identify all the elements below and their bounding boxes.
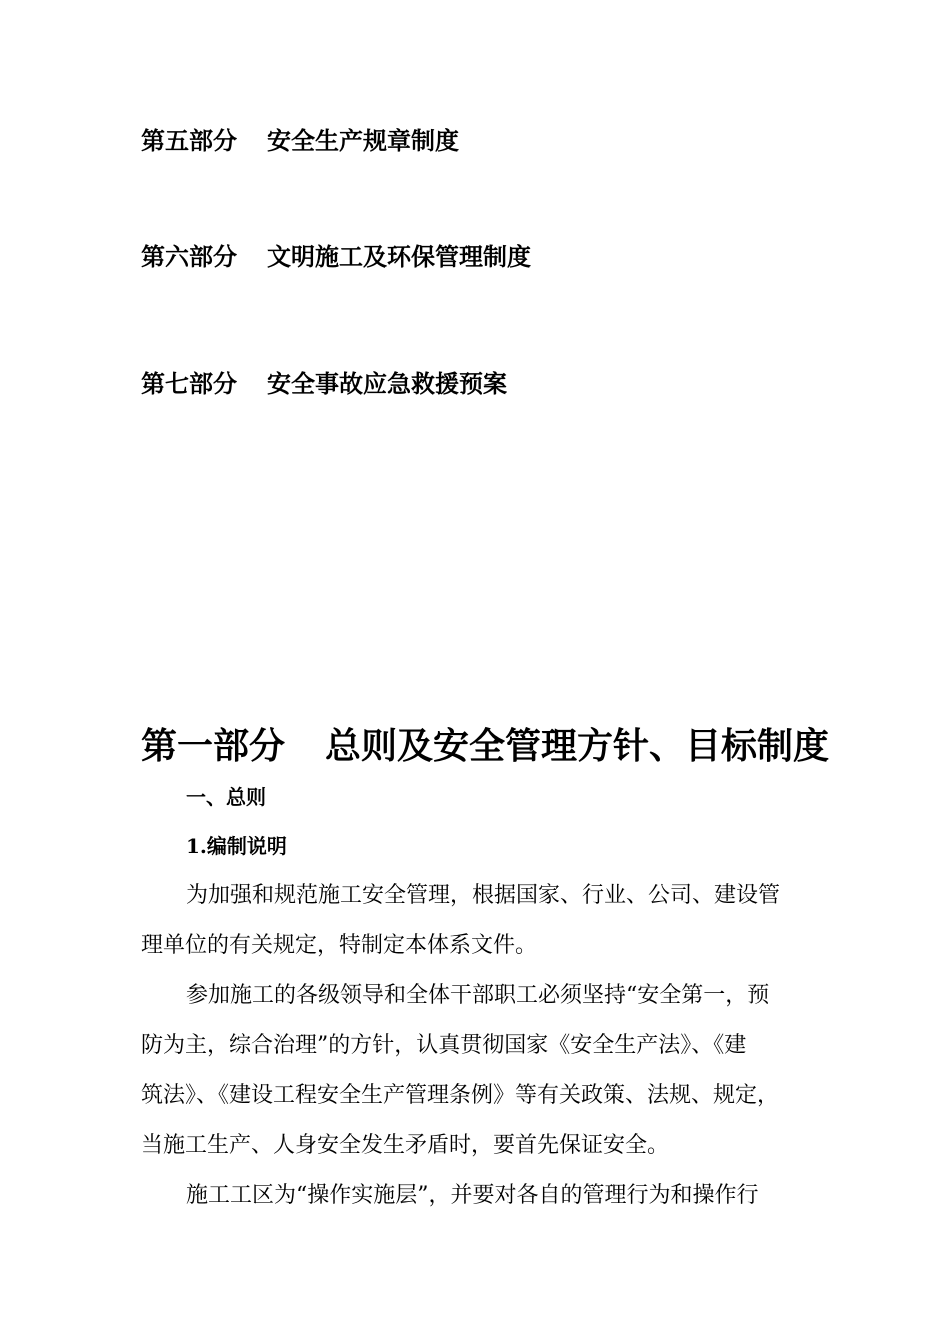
- part-number: 第一部分: [141, 725, 286, 767]
- paragraph-line: 当施工生产、人身安全发生矛盾时，要首先保证安全。: [141, 1133, 670, 1158]
- toc-entry-part6: [141, 242, 531, 271]
- toc-part-number: 第六部分: [141, 242, 237, 271]
- paragraph-line: 施工工区为“操作实施层”，并要对各自的管理行为和操作行: [186, 1183, 759, 1208]
- toc-entry-part7: [141, 369, 507, 398]
- subsection-heading: 1.编制说明: [186, 834, 287, 858]
- toc-part-number: 第五部分: [141, 126, 237, 155]
- paragraph-line: 筑法》、《建设工程安全生产管理条例》等有关政策、法规、规定，: [141, 1083, 780, 1108]
- section-heading: 一、总则: [186, 785, 266, 809]
- toc-part-title: 安全生产规章制度: [267, 126, 459, 155]
- paragraph-line: 参加施工的各级领导和全体干部职工必须坚持“安全第一，预: [186, 983, 770, 1008]
- paragraph-1: [141, 871, 821, 971]
- paragraph-line: 为加强和规范施工安全管理，根据国家、行业、公司、建设管: [186, 883, 781, 908]
- toc-part-title: 文明施工及环保管理制度: [267, 242, 531, 271]
- paragraph-line: 防为主，综合治理”的方针，认真贯彻国家《安全生产法》、《建: [141, 1033, 747, 1058]
- toc-part-title: 安全事故应急救援预案: [267, 369, 507, 398]
- toc-entry-part5: [141, 126, 459, 155]
- part-heading: 总则及安全管理方针、目标制度: [325, 725, 830, 767]
- part-title: [141, 725, 830, 767]
- paragraph-2: [141, 971, 821, 1171]
- paragraph-line: 理单位的有关规定，特制定本体系文件。: [141, 933, 538, 958]
- toc-part-number: 第七部分: [141, 369, 237, 398]
- paragraph-3: [141, 1171, 821, 1221]
